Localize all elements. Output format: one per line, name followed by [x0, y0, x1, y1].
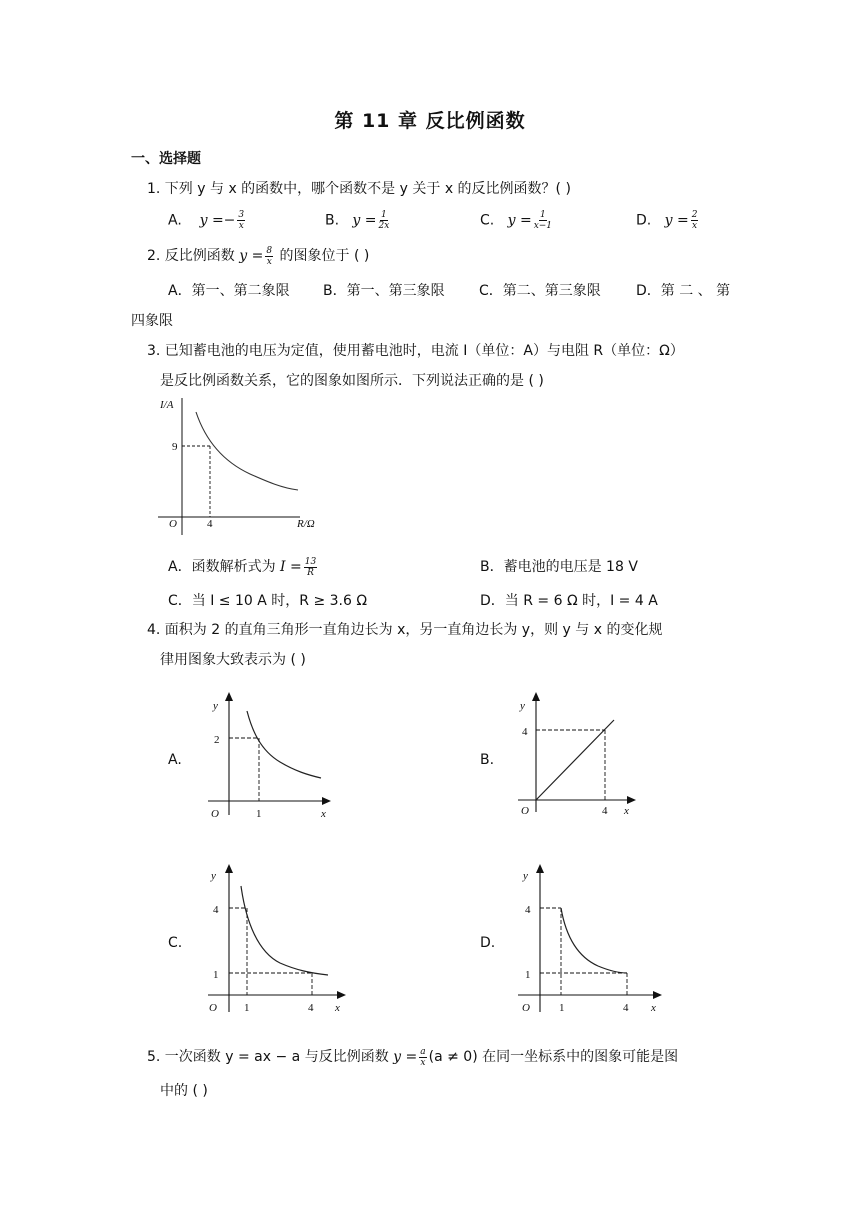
q4a-x-arrow: [322, 797, 331, 805]
q4d-y-label: y: [523, 870, 528, 882]
q4c-y-tick-1: 1: [213, 969, 219, 981]
q4-graph-a: [200, 690, 350, 825]
question-1-stem: 1. 下列 y 与 x 的函数中，哪个函数不是 y 关于 x 的反比例函数？( ): [147, 181, 571, 197]
q4d-x-tick-4: 4: [623, 1002, 629, 1014]
q2-option-c: C．第二、第三象限: [479, 283, 601, 299]
q4-option-c-label: C.: [168, 935, 183, 951]
q4c-x-label: x: [335, 1002, 340, 1014]
q4-option-a-label: A.: [168, 752, 182, 768]
question-4-line2: 律用图象大致表示为 ( ): [160, 652, 306, 668]
q3-option-b: B．蓄电池的电压是 18 V: [480, 559, 638, 575]
q3-option-d: D．当 R = 6 Ω 时，I = 4 A: [480, 593, 658, 609]
section-heading: 一、选择题: [131, 151, 201, 167]
q4d-y-tick-1: 1: [525, 969, 531, 981]
q4b-x-tick: 4: [602, 805, 608, 817]
q4d-x-tick-1: 1: [559, 1002, 565, 1014]
q3-x-tick: 4: [207, 518, 213, 530]
q3-option-c: C．当 I ≤ 10 A 时，R ≥ 3.6 Ω: [168, 593, 368, 609]
q3-graph: [150, 390, 340, 540]
q4b-y-tick: 4: [522, 726, 528, 738]
q4d-x-label: x: [651, 1002, 656, 1014]
q4d-y-tick-4: 4: [525, 904, 531, 916]
q4-graph-b: [510, 690, 650, 820]
q1-option-b: B. y = $\frac{1}{2x}$: [325, 210, 390, 231]
question-4-line1: 4. 面积为 2 的直角三角形一直角边长为 x，另一直角边长为 y，则 y 与 x 的变化规: [147, 622, 663, 638]
q4c-y-label: y: [211, 870, 216, 882]
q3-x-axis-label: R/Ω: [297, 518, 315, 530]
q4d-origin: O: [522, 1002, 530, 1014]
q2-option-d: D．第 二 、 第: [636, 283, 731, 299]
q3-origin: O: [169, 518, 177, 530]
q4c-x-arrow: [337, 991, 346, 999]
q4a-x-tick: 1: [256, 808, 262, 820]
q4a-y-label: y: [213, 700, 218, 712]
q4b-y-label: y: [520, 700, 525, 712]
q4a-curve: [247, 711, 321, 778]
page-title: 第 11 章 反比例函数: [334, 110, 526, 132]
q4d-y-arrow: [536, 864, 544, 873]
q4c-x-tick-4: 4: [308, 1002, 314, 1014]
q4-graph-d: [510, 862, 665, 1022]
question-3-line1: 3. 已知蓄电池的电压为定值，使用蓄电池时，电流 I（单位：A）与电阻 R（单位：Ω）: [147, 343, 684, 359]
q1-option-a: A. y =− $\frac{3}{x}$: [168, 210, 245, 231]
q3-option-a: A．函数解析式为 I = $\frac{13}{R}$: [168, 556, 317, 578]
q2-option-d-wrap: 四象限: [131, 313, 173, 329]
q3-y-axis-label: I/A: [160, 399, 174, 411]
q4-option-b-label: B.: [480, 752, 495, 768]
q4c-curve: [241, 886, 328, 975]
q4c-origin: O: [209, 1002, 217, 1014]
q4b-origin: O: [521, 805, 529, 817]
q4a-y-tick: 2: [214, 734, 220, 746]
q4-graph-c: [200, 862, 355, 1022]
q4c-x-tick-1: 1: [244, 1002, 250, 1014]
question-3-line2: 是反比例函数关系，它的图象如图所示．下列说法正确的是 ( ): [160, 373, 544, 389]
question-2-stem: 2. 反比例函数 y = $\frac{8}{x}$ 的图象位于 ( ): [147, 245, 370, 267]
q3-y-tick: 9: [172, 441, 178, 453]
q4-option-d-label: D.: [480, 935, 496, 951]
q4a-y-arrow: [225, 692, 233, 701]
q4a-origin: O: [211, 808, 219, 820]
question-5-line2: 中的 ( ): [160, 1083, 208, 1099]
q4b-x-label: x: [624, 805, 629, 817]
q4d-curve: [561, 908, 627, 973]
q4c-y-arrow: [225, 864, 233, 873]
q2-option-b: B．第一、第三象限: [323, 283, 445, 299]
q2-option-a: A．第一、第二象限: [168, 283, 290, 299]
question-5-line1: 5. 一次函数 y = ax − a 与反比例函数 y = $\frac{a}{x}$ (a ≠ 0) 在同一坐标系中的图象可能是图: [147, 1046, 679, 1068]
q4b-y-arrow: [532, 692, 540, 701]
q4b-line: [536, 720, 614, 800]
q4b-x-arrow: [627, 796, 636, 804]
q4c-y-tick-4: 4: [213, 904, 219, 916]
q4a-x-label: x: [321, 808, 326, 820]
q3-curve: [196, 412, 298, 490]
q4d-x-arrow: [653, 991, 662, 999]
q1-option-c: C. y = $\frac{1}{x-1}$: [480, 210, 553, 231]
q1-option-d: D. y = $\frac{2}{x}$: [636, 210, 698, 231]
